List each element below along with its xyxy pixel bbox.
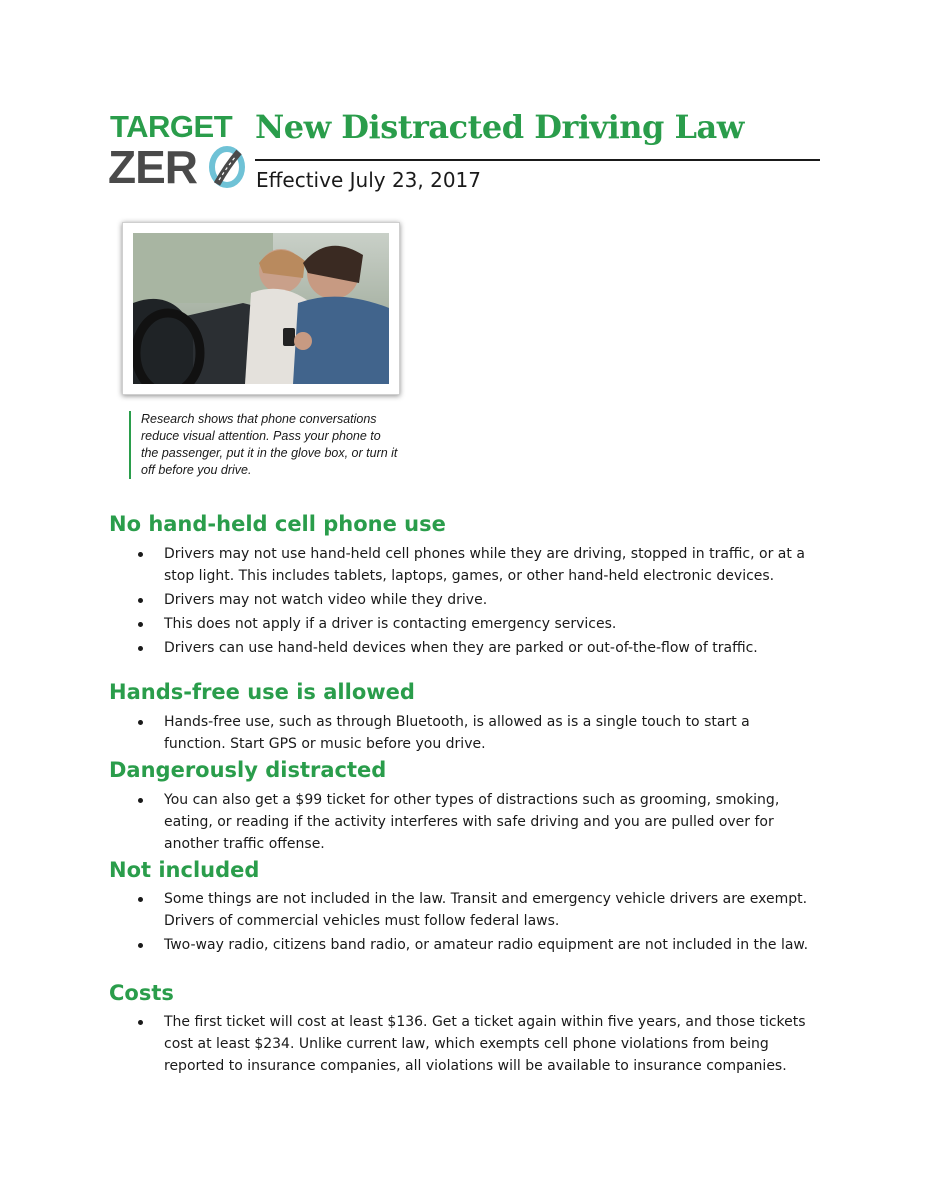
list-item bbox=[134, 711, 814, 755]
heading-not-included: Not included bbox=[109, 858, 260, 882]
target-zero-logo bbox=[108, 109, 243, 193]
bullet-text: Drivers can use hand-held devices when they are parked or out-of-the-flow of traffic. bbox=[164, 640, 758, 656]
driver-phone-illustration bbox=[133, 233, 389, 384]
bullet-text: The first ticket will cost at least $136. Get a ticket again within five years, and those tickets cost at least $234. Unlike current law, which exempts cell phone violations from being reported to insurance companies, all violations will be available to insurance companies. bbox=[164, 1014, 806, 1074]
bullet-icon bbox=[138, 1020, 143, 1025]
road-o-icon bbox=[209, 146, 245, 188]
list-not-included bbox=[134, 888, 814, 958]
bullet-text: Hands-free use, such as through Bluetooth, is allowed as is a single touch to start a function. Start GPS or music before you drive. bbox=[164, 714, 750, 752]
logo-line-1: TARGET bbox=[110, 109, 233, 144]
bullet-icon bbox=[138, 798, 143, 803]
bullet-icon bbox=[138, 720, 143, 725]
bullet-icon bbox=[138, 646, 143, 651]
bullet-icon bbox=[138, 897, 143, 902]
list-item bbox=[134, 543, 814, 587]
list-item bbox=[134, 589, 814, 611]
list-item bbox=[134, 1011, 814, 1077]
logo-line-2: ZER bbox=[108, 141, 197, 193]
list-item bbox=[134, 934, 814, 956]
heading-hands-free: Hands-free use is allowed bbox=[109, 680, 415, 704]
list-hands-free bbox=[134, 711, 814, 757]
bullet-text: You can also get a $99 ticket for other types of distractions such as grooming, smoking, eating, or reading if the activity interferes with safe driving and you are pulled over for another traffic offense. bbox=[164, 792, 780, 852]
list-item bbox=[134, 637, 814, 659]
driver-photo bbox=[122, 222, 400, 395]
effective-date: Effective July 23, 2017 bbox=[256, 168, 481, 192]
bullet-icon bbox=[138, 598, 143, 603]
heading-dangerously-distracted: Dangerously distracted bbox=[109, 758, 387, 782]
list-costs bbox=[134, 1011, 814, 1079]
list-dangerously-distracted bbox=[134, 789, 814, 857]
list-no-hand-held bbox=[134, 543, 814, 661]
bullet-text: This does not apply if a driver is contacting emergency services. bbox=[164, 616, 617, 632]
list-item bbox=[134, 613, 814, 635]
bullet-icon bbox=[138, 622, 143, 627]
bullet-icon bbox=[138, 943, 143, 948]
list-item bbox=[134, 888, 814, 932]
list-item bbox=[134, 789, 814, 855]
bullet-text: Drivers may not use hand-held cell phones while they are driving, stopped in traffic, or at a stop light. This includes tablets, laptops, games, or other hand-held electronic devices. bbox=[164, 546, 805, 584]
heading-no-hand-held: No hand-held cell phone use bbox=[109, 512, 446, 536]
heading-costs: Costs bbox=[109, 981, 174, 1005]
title-divider bbox=[255, 159, 820, 161]
page-title: New Distracted Driving Law bbox=[255, 108, 744, 146]
bullet-text: Two-way radio, citizens band radio, or amateur radio equipment are not included in the law. bbox=[164, 937, 809, 953]
bullet-text: Drivers may not watch video while they drive. bbox=[164, 592, 488, 608]
bullet-text: Some things are not included in the law. Transit and emergency vehicle drivers are exempt. Drivers of commercial vehicles must follow federal laws. bbox=[164, 891, 808, 929]
bullet-icon bbox=[138, 552, 143, 557]
photo-caption: Research shows that phone conversations reduce visual attention. Pass your phone to the passenger, put it in the glove box, or turn it off before you drive. bbox=[129, 411, 401, 479]
